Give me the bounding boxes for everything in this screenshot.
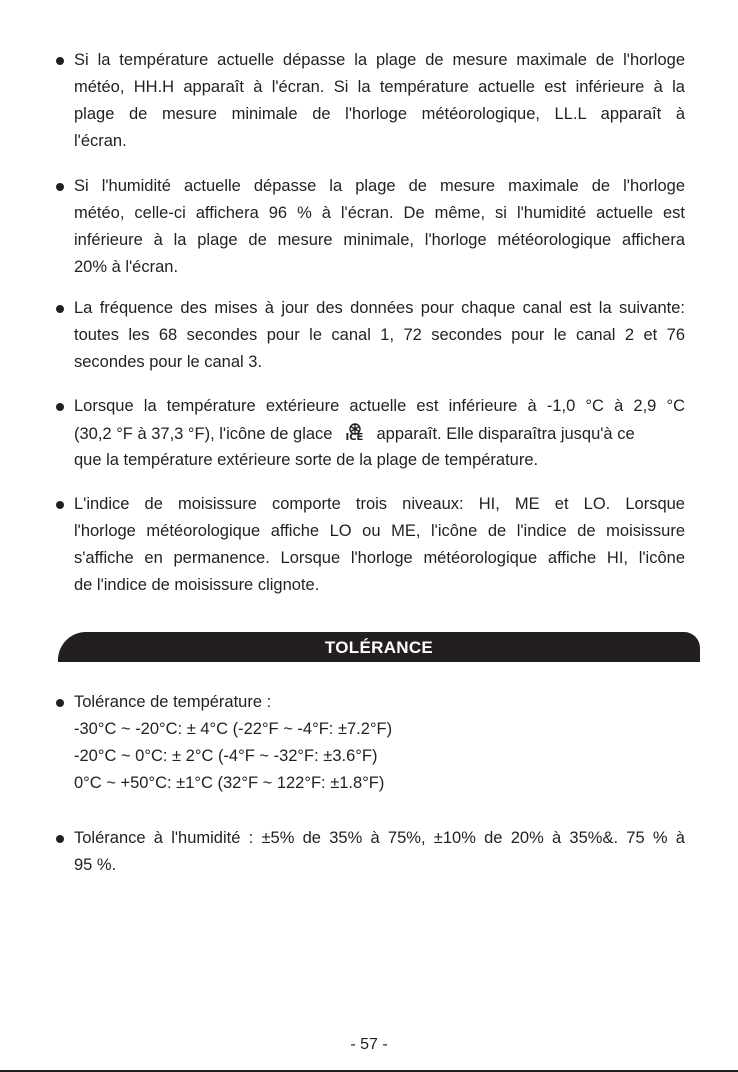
text-line: -30°C ~ -20°C: ± 4°C (-22°F ~ -4°F: ±7.2°F)	[74, 720, 393, 738]
ice-icon-label: ICE	[345, 432, 364, 443]
text-line: que la température extérieure sorte de la plage de température.	[74, 451, 539, 469]
text-line: Lorsque la température extérieure actuelle est inférieure à -1,0 °C à 2,9 °C	[74, 397, 685, 415]
text-line: 20% à l'écran.	[74, 258, 179, 276]
bullet-dot	[56, 699, 64, 707]
text-line: l'horloge météorologique affiche LO ou ME, l'icône de l'indice de moisissure	[74, 522, 685, 540]
text-segment: (30,2 °F à 37,3 °F), l'icône de glace	[74, 425, 333, 443]
text-line: Si la température actuelle dépasse la plage de mesure maximale de l'horloge	[74, 51, 685, 69]
text-line: météo, HH.H apparaît à l'écran. Si la température actuelle est inférieure à la	[74, 78, 685, 96]
bullet-dot	[56, 305, 64, 313]
text-line: secondes pour le canal 3.	[74, 353, 263, 371]
text-line: 95 %.	[74, 856, 117, 874]
text-line: Tolérance à l'humidité : ±5% de 35% à 75%, ±10% de 20% à 35%&. 75 % à	[74, 829, 685, 847]
bullet-dot	[56, 501, 64, 509]
text-line: s'affiche en permanence. Lorsque l'horloge météorologique affiche HI, l'icône	[74, 549, 685, 567]
page-number: - 57 -	[350, 1036, 388, 1053]
text-segment: apparaît. Elle disparaîtra jusqu'à ce	[376, 425, 635, 443]
text-line: -20°C ~ 0°C: ± 2°C (-4°F ~ -32°F: ±3.6°F)	[74, 747, 378, 765]
text-line: Si l'humidité actuelle dépasse la plage de mesure maximale de l'horloge	[74, 177, 685, 195]
section-header-tolerance	[58, 632, 700, 662]
bullet-dot	[56, 57, 64, 65]
bullet-dot	[56, 835, 64, 843]
text-line: 0°C ~ +50°C: ±1°C (32°F ~ 122°F: ±1.8°F)	[74, 774, 385, 792]
text-line-with-icon	[74, 423, 685, 445]
text-line: L'indice de moisissure comporte trois niveaux: HI, ME et LO. Lorsque	[74, 495, 685, 513]
text-line: plage de mesure minimale de l'horloge météorologique, LL.L apparaît à	[74, 105, 685, 123]
bullet-dot	[56, 183, 64, 191]
bullet-dot	[56, 403, 64, 411]
text-line: Tolérance de température :	[74, 693, 272, 711]
text-line: météo, celle-ci affichera 96 % à l'écran. De même, si l'humidité actuelle est	[74, 204, 685, 222]
text-line: toutes les 68 secondes pour le canal 1, 72 secondes pour le canal 2 et 76	[74, 326, 685, 344]
section-title: TOLÉRANCE	[324, 638, 434, 657]
text-line: La fréquence des mises à jour des données pour chaque canal est la suivante:	[74, 299, 685, 317]
text-line: inférieure à la plage de mesure minimale, l'horloge météorologique affichera	[74, 231, 685, 249]
text-line: de l'indice de moisissure clignote.	[74, 576, 320, 594]
ice-icon	[342, 423, 368, 445]
text-line: l'écran.	[74, 132, 127, 150]
